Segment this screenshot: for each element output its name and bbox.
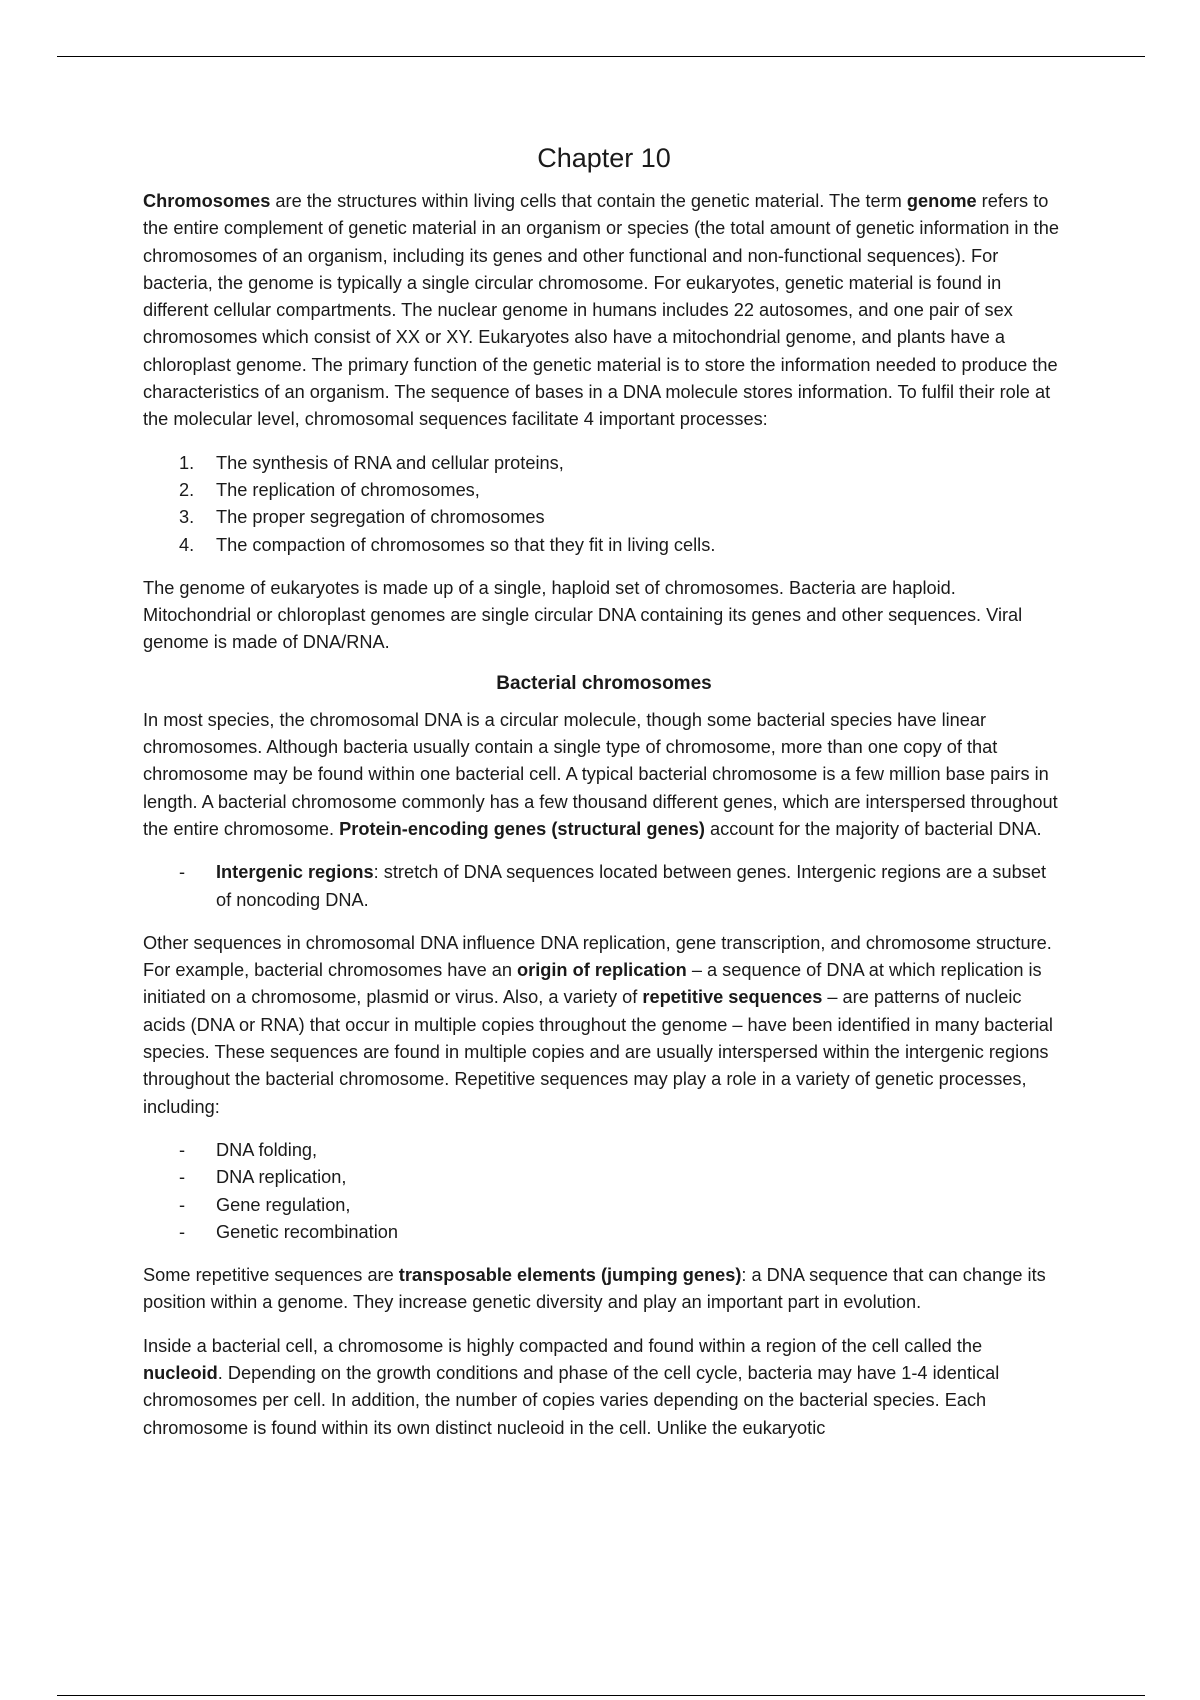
list-item-text: The replication of chromosomes,: [216, 479, 480, 500]
footer-rule: [57, 1695, 1145, 1696]
processes-list: [143, 450, 1065, 559]
list-item: [143, 1192, 1065, 1219]
list-item-text: The synthesis of RNA and cellular proteins,: [216, 452, 564, 473]
text-run: . Depending on the growth conditions and phase of the cell cycle, bacteria may have 1-4 identical chromosomes per cell. In addition, the number of copies varies depending on the bacterial species. Each chromosome is found within its own distinct nucleoid in the cell. Unlike the eukaryotic: [143, 1362, 1000, 1438]
text-run: Other sequences in chromosomal DNA influence DNA replication, gene transcription, and chromosome structure. For example, bacterial chromosomes have an: [143, 932, 1052, 981]
text-run: – a sequence of DNA at which replication is initiated on a chromosome, plasmid or virus. Also, a variety of: [143, 960, 1042, 1008]
list-item: [143, 532, 1065, 559]
list-marker: 1.: [179, 452, 195, 473]
list-item: [143, 477, 1065, 504]
text-run: account for the majority of bacterial DNA.: [704, 818, 1042, 839]
bold-term: Protein-encoding genes (structural genes): [339, 818, 705, 839]
bold-term: Chromosomes: [143, 191, 271, 211]
list-marker: -: [179, 1194, 186, 1215]
list-item: [143, 1164, 1065, 1191]
list-item-text: Gene regulation,: [216, 1194, 351, 1215]
bold-term: transposable elements (jumping genes): [398, 1265, 742, 1286]
list-marker: 3.: [179, 507, 195, 528]
text-run: refers to the entire complement of genetic material in an organism or species (the total amount of genetic information in the chromosomes of an organism, including its genes and other functional and non-functional sequences). For bacteria, the genome is typically a single circular chromosome. For eukaryotes, genetic material is found in different cellular compartments. The nuclear genome in humans includes 22 autosomes, and one pair of sex chromosomes which consist of XX or XY. Eukaryotes also have a mitochondrial genome, and plants have a chloroplast genome. The primary function of the genetic material is to store the information needed to produce the characteristics of an organism. The sequence of bases in a DNA molecule stores information. To fulfil their role at the molecular level, chromosomal sequences facilitate 4 important processes:: [143, 191, 1059, 430]
nucleoid-paragraph: [143, 1333, 1065, 1442]
other-sequences-paragraph: [143, 930, 1065, 1121]
list-marker: -: [179, 1139, 186, 1160]
dash-marker: -: [179, 862, 186, 883]
intergenic-text: [216, 862, 1046, 909]
list-item: [143, 1219, 1065, 1246]
list-item-text: Genetic recombination: [216, 1221, 398, 1242]
bold-term: nucleoid: [143, 1362, 218, 1383]
list-marker: 4.: [179, 534, 195, 555]
list-marker: 2.: [179, 479, 195, 500]
bold-term: origin of replication: [517, 960, 687, 981]
text-run: are the structures within living cells that contain the genetic material. The term: [270, 191, 907, 211]
list-marker: -: [179, 1167, 186, 1188]
text-run: – are patterns of nucleic acids (DNA or RNA) that occur in multiple copies throughout the genome – have been identified in many bacterial species. These sequences are found in multiple copies and are usually interspersed within the intergenic regions throughout the bacterial chromosome. Repetitive sequences may play a role in a variety of genetic processes, including:: [143, 987, 1053, 1117]
list-item-text: The proper segregation of chromosomes: [216, 507, 545, 528]
text-run: Inside a bacterial cell, a chromosome is highly compacted and found within a region of the cell called the: [143, 1335, 983, 1356]
genetic-processes-list: [143, 1137, 1065, 1246]
list-item: [143, 859, 1065, 914]
bold-term: Intergenic regions: [216, 862, 374, 883]
list-item-text: DNA folding,: [216, 1139, 318, 1160]
chapter-title: Chapter 10: [537, 143, 671, 173]
transposable-paragraph: [143, 1262, 1065, 1317]
bacterial-paragraph: [143, 707, 1065, 843]
text-run: : stretch of DNA sequences located between genes. Intergenic regions are a subset of noncoding DNA.: [216, 862, 1047, 910]
list-item: [143, 504, 1065, 531]
intergenic-list: [143, 859, 1065, 914]
list-item-text: The compaction of chromosomes so that they fit in living cells.: [216, 534, 716, 555]
header-rule: [57, 56, 1145, 57]
intro-paragraph: [143, 188, 1065, 434]
bold-term: genome: [906, 191, 977, 211]
list-item-text: DNA replication,: [216, 1167, 347, 1188]
bacterial-chromosomes-heading: Bacterial chromosomes: [496, 672, 712, 694]
text-run: : a DNA sequence that can change its position within a genome. They increase genetic diversity and play an important part in evolution.: [143, 1265, 1046, 1313]
text-run: Some repetitive sequences are: [143, 1265, 399, 1286]
list-item: [143, 1137, 1065, 1164]
bold-term: repetitive sequences: [642, 987, 823, 1008]
list-item: [143, 450, 1065, 477]
genome-paragraph: The genome of eukaryotes is made up of a single, haploid set of chromosomes. Bacteria are haploid. Mitochondrial or chloroplast genomes are single circular DNA containing its genes and other sequences. Viral genome is made of DNA/RNA.: [143, 577, 1023, 653]
list-marker: -: [179, 1221, 186, 1242]
document-page: [143, 143, 1065, 1458]
text-run: In most species, the chromosomal DNA is a circular molecule, though some bacterial species have linear chromosomes. Although bacteria usually contain a single type of chromosome, more than one copy of that chromosome may be found within one bacterial cell. A typical bacterial chromosome is a few million base pairs in length. A bacterial chromosome commonly has a few thousand different genes, which are interspersed throughout the entire chromosome.: [143, 709, 1058, 839]
